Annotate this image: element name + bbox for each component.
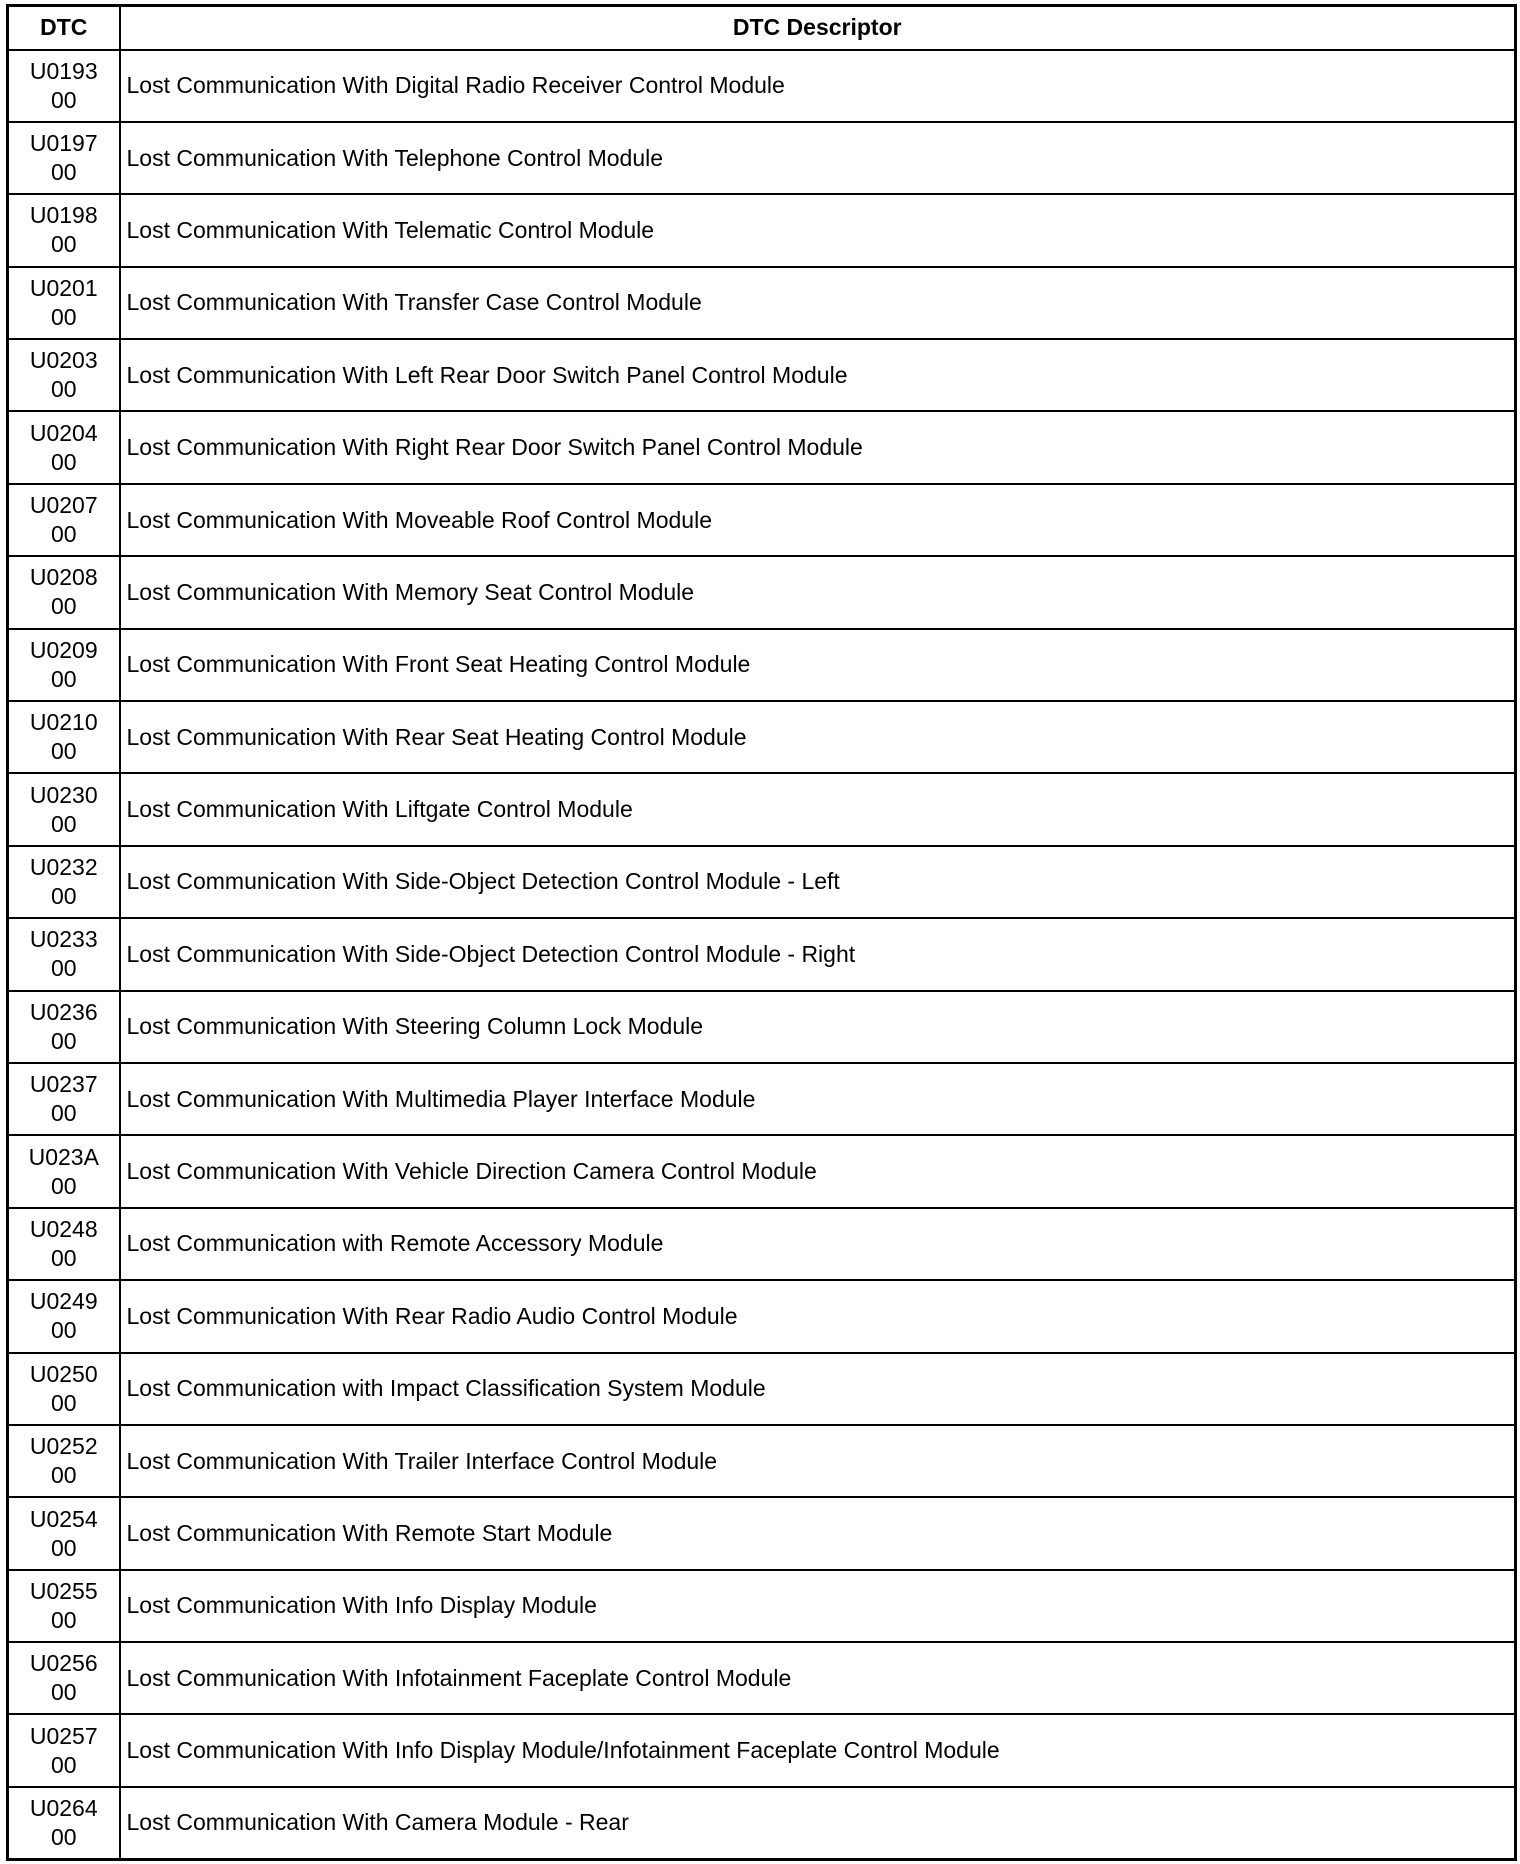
dtc-descriptor: Lost Communication With Camera Module - Rear (120, 1787, 1516, 1859)
dtc-code-cell (8, 1135, 120, 1207)
table-row (8, 1425, 1516, 1497)
table-row (8, 846, 1516, 918)
dtc-code-cell (8, 1063, 120, 1135)
table-row (8, 122, 1516, 194)
dtc-descriptor: Lost Communication With Liftgate Control Module (120, 773, 1516, 845)
dtc-code-cell (8, 1497, 120, 1569)
dtc-symptom-byte: 00 (50, 882, 77, 909)
table-row (8, 267, 1516, 339)
table-row (8, 1497, 1516, 1569)
dtc-code: U0254 (29, 1505, 98, 1532)
table-row (8, 1135, 1516, 1207)
header-dtc: DTC (8, 6, 120, 50)
dtc-symptom-byte: 00 (50, 1100, 77, 1127)
dtc-code-cell (8, 1714, 120, 1786)
table-row (8, 629, 1516, 701)
dtc-symptom-byte: 00 (50, 159, 77, 186)
dtc-code-cell (8, 918, 120, 990)
dtc-descriptor: Lost Communication With Moveable Roof Control Module (120, 484, 1516, 556)
dtc-symptom-byte: 00 (50, 1389, 77, 1416)
dtc-symptom-byte: 00 (50, 1679, 77, 1706)
dtc-descriptor: Lost Communication With Right Rear Door Switch Panel Control Module (120, 411, 1516, 483)
dtc-symptom-byte: 00 (50, 738, 77, 765)
dtc-code: U0209 (29, 636, 98, 663)
table-row (8, 1570, 1516, 1642)
dtc-code: U0232 (29, 853, 98, 880)
dtc-symptom-byte: 00 (50, 1751, 77, 1778)
dtc-symptom-byte: 00 (50, 376, 77, 403)
table-row (8, 1280, 1516, 1352)
dtc-symptom-byte: 00 (50, 231, 77, 258)
dtc-symptom-byte: 00 (50, 1172, 77, 1199)
table-header-row (8, 6, 1516, 50)
dtc-symptom-byte: 00 (50, 1823, 77, 1850)
dtc-code: U0204 (29, 419, 98, 446)
dtc-descriptor: Lost Communication With Infotainment Faceplate Control Module (120, 1642, 1516, 1714)
dtc-descriptor: Lost Communication With Remote Start Module (120, 1497, 1516, 1569)
dtc-code-cell (8, 1280, 120, 1352)
dtc-code-cell (8, 701, 120, 773)
dtc-code: U0249 (29, 1288, 98, 1315)
dtc-code: U0236 (29, 998, 98, 1025)
table-row (8, 1063, 1516, 1135)
dtc-code: U0250 (29, 1360, 98, 1387)
dtc-table (6, 4, 1517, 1861)
dtc-code-cell (8, 1642, 120, 1714)
dtc-code-cell (8, 194, 120, 266)
dtc-descriptor: Lost Communication With Multimedia Player Interface Module (120, 1063, 1516, 1135)
dtc-code: U0257 (29, 1722, 98, 1749)
dtc-descriptor: Lost Communication With Transfer Case Control Module (120, 267, 1516, 339)
table-row (8, 1353, 1516, 1425)
dtc-descriptor: Lost Communication With Rear Seat Heating Control Module (120, 701, 1516, 773)
dtc-descriptor: Lost Communication With Telephone Control Module (120, 122, 1516, 194)
dtc-symptom-byte: 00 (50, 448, 77, 475)
dtc-code: U0264 (29, 1794, 98, 1821)
table-row (8, 556, 1516, 628)
dtc-symptom-byte: 00 (50, 593, 77, 620)
dtc-symptom-byte: 00 (50, 1317, 77, 1344)
dtc-code: U0237 (29, 1071, 98, 1098)
dtc-code: U0210 (29, 709, 98, 736)
dtc-code-cell (8, 629, 120, 701)
dtc-symptom-byte: 00 (50, 1534, 77, 1561)
dtc-descriptor: Lost Communication With Digital Radio Receiver Control Module (120, 50, 1516, 122)
dtc-code-cell (8, 267, 120, 339)
dtc-code: U0248 (29, 1215, 98, 1242)
table-row (8, 701, 1516, 773)
dtc-symptom-byte: 00 (50, 955, 77, 982)
dtc-descriptor: Lost Communication With Info Display Module (120, 1570, 1516, 1642)
dtc-code-cell (8, 50, 120, 122)
table-row (8, 918, 1516, 990)
dtc-code-cell (8, 1208, 120, 1280)
dtc-code-cell (8, 1787, 120, 1859)
dtc-code: U0230 (29, 781, 98, 808)
dtc-code-cell (8, 556, 120, 628)
header-dtc-descriptor: DTC Descriptor (120, 6, 1516, 50)
dtc-code-cell (8, 122, 120, 194)
dtc-descriptor: Lost Communication With Trailer Interface Control Module (120, 1425, 1516, 1497)
dtc-symptom-byte: 00 (50, 86, 77, 113)
dtc-symptom-byte: 00 (50, 521, 77, 548)
table-row (8, 484, 1516, 556)
dtc-descriptor: Lost Communication With Front Seat Heating Control Module (120, 629, 1516, 701)
table-row (8, 194, 1516, 266)
dtc-descriptor: Lost Communication with Impact Classification System Module (120, 1353, 1516, 1425)
table-row (8, 1787, 1516, 1859)
dtc-symptom-byte: 00 (50, 665, 77, 692)
dtc-symptom-byte: 00 (50, 1244, 77, 1271)
dtc-code: U0193 (29, 57, 98, 84)
dtc-code-cell (8, 484, 120, 556)
dtc-descriptor: Lost Communication With Steering Column Lock Module (120, 991, 1516, 1063)
dtc-descriptor: Lost Communication With Rear Radio Audio Control Module (120, 1280, 1516, 1352)
dtc-descriptor: Lost Communication With Side-Object Detection Control Module - Left (120, 846, 1516, 918)
table-row (8, 411, 1516, 483)
dtc-code: U023A (28, 1143, 99, 1170)
dtc-code-cell (8, 1425, 120, 1497)
dtc-symptom-byte: 00 (50, 303, 77, 330)
dtc-symptom-byte: 00 (50, 1606, 77, 1633)
dtc-descriptor: Lost Communication With Info Display Module/Infotainment Faceplate Control Module (120, 1714, 1516, 1786)
dtc-descriptor: Lost Communication with Remote Accessory Module (120, 1208, 1516, 1280)
dtc-code: U0208 (29, 564, 98, 591)
dtc-code-cell (8, 1353, 120, 1425)
dtc-symptom-byte: 00 (50, 810, 77, 837)
dtc-code: U0201 (29, 274, 98, 301)
dtc-code: U0233 (29, 926, 98, 953)
dtc-symptom-byte: 00 (50, 1462, 77, 1489)
dtc-code: U0255 (29, 1577, 98, 1604)
table-row (8, 50, 1516, 122)
dtc-code-cell (8, 411, 120, 483)
dtc-descriptor: Lost Communication With Vehicle Direction Camera Control Module (120, 1135, 1516, 1207)
dtc-code: U0256 (29, 1650, 98, 1677)
table-body (8, 50, 1516, 1860)
table-row (8, 773, 1516, 845)
dtc-code: U0198 (29, 202, 98, 229)
dtc-code: U0203 (29, 347, 98, 374)
dtc-descriptor: Lost Communication With Left Rear Door Switch Panel Control Module (120, 339, 1516, 411)
dtc-code-cell (8, 339, 120, 411)
dtc-symptom-byte: 00 (50, 1027, 77, 1054)
dtc-code-cell (8, 846, 120, 918)
dtc-code: U0207 (29, 492, 98, 519)
table-row (8, 1208, 1516, 1280)
table-row (8, 991, 1516, 1063)
dtc-descriptor: Lost Communication With Memory Seat Control Module (120, 556, 1516, 628)
dtc-code: U0197 (29, 130, 98, 157)
dtc-code-cell (8, 991, 120, 1063)
table-row (8, 339, 1516, 411)
table-row (8, 1714, 1516, 1786)
dtc-code-cell (8, 1570, 120, 1642)
dtc-code: U0252 (29, 1433, 98, 1460)
dtc-descriptor: Lost Communication With Telematic Control Module (120, 194, 1516, 266)
dtc-code-cell (8, 773, 120, 845)
table-row (8, 1642, 1516, 1714)
dtc-descriptor: Lost Communication With Side-Object Detection Control Module - Right (120, 918, 1516, 990)
